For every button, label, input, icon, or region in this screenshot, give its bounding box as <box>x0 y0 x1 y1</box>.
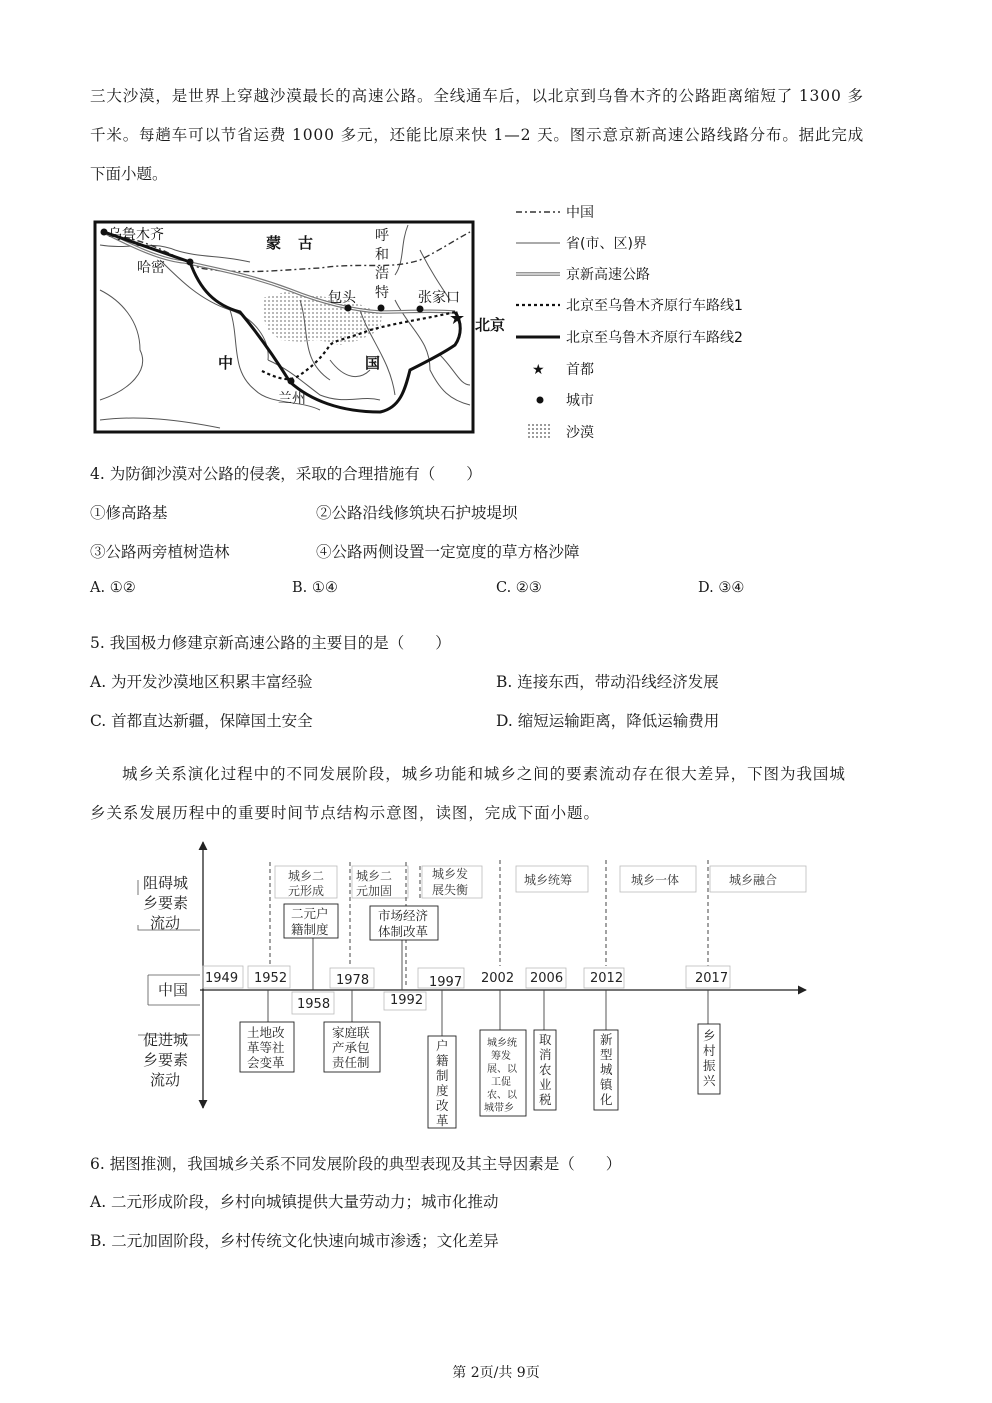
stage-3a: 城乡发 <box>432 867 469 881</box>
label-hohhot-1: 呼 <box>375 228 389 244</box>
q5-option-b[interactable]: B. 连接东西，带动沿线经济发展 <box>496 673 719 691</box>
q5-stem: 5. 我国极力修建京新高速公路的主要目的是（ ） <box>90 634 451 652</box>
intro2-line-2: 乡关系发展历程中的重要时间节点结构示意图，读图，完成下面小题。 <box>90 804 600 822</box>
event-tax-5: 税 <box>539 1092 552 1107</box>
legend-highway: 京新高速公路 <box>566 267 650 283</box>
q5-option-c[interactable]: C. 首都直达新疆，保障国土安全 <box>90 712 313 730</box>
legend-route1: 北京至乌鲁木齐原行车路线1 <box>566 298 743 314</box>
year-2006: 2006 <box>530 971 564 986</box>
q6-option-a[interactable]: A. 二元形成阶段，乡村向城镇提供大量劳动力；城市化推动 <box>90 1193 499 1211</box>
event-revitalization-1: 乡 <box>703 1028 716 1043</box>
q4-item-3: ③公路两旁植树造林 <box>90 543 230 561</box>
legend-desert-icon <box>526 424 552 438</box>
intro-line-1: 三大沙漠，是世界上穿越沙漠最长的高速公路。全线通车后，以北京到乌鲁木齐的公路距离缩短了 1300 多 <box>90 87 864 105</box>
route-map <box>0 0 992 450</box>
stage-4: 城乡统筹 <box>524 873 573 887</box>
year-1997: 1997 <box>429 975 463 990</box>
event-revitalization-4: 兴 <box>703 1073 716 1088</box>
label-guo: 国 <box>365 354 381 372</box>
q4-option-b[interactable]: B. ①④ <box>292 580 338 596</box>
event-tax-2: 消 <box>539 1047 552 1062</box>
q4-option-c[interactable]: C. ②③ <box>496 580 542 596</box>
event-tax-1: 取 <box>539 1032 552 1047</box>
label-hohhot-3: 浩 <box>375 266 389 282</box>
event-household-2: 产承包 <box>332 1040 370 1055</box>
urban-rural-timeline <box>0 830 992 1130</box>
q5-option-d[interactable]: D. 缩短运输距离，降低运输费用 <box>496 712 720 730</box>
label-lanzhou: 兰州 <box>278 391 306 407</box>
event-urbanization-5: 化 <box>600 1092 613 1107</box>
stage-1b: 元形成 <box>288 884 325 898</box>
event-urbanization-1: 新 <box>600 1032 613 1047</box>
left-bottom-2: 乡要素 <box>143 1051 189 1069</box>
year-1958: 1958 <box>297 997 331 1012</box>
event-tax-4: 业 <box>539 1077 552 1092</box>
event-coordinate-4: 工促 <box>491 1077 511 1088</box>
event-hukou-reform-4: 度 <box>436 1083 449 1098</box>
page-footer: 第 2页/共 9页 <box>452 1365 540 1381</box>
q4-item-4: ④公路两侧设置一定宽度的草方格沙障 <box>316 543 580 561</box>
legend-dot-icon <box>537 397 544 404</box>
event-tax-3: 农 <box>539 1062 552 1077</box>
label-hohhot-2: 和 <box>375 247 389 263</box>
intro2-line-1: 城乡关系演化过程中的不同发展阶段，城乡功能和城乡之间的要素流动存在很大差异，下图为我国城 <box>122 765 846 783</box>
label-baotou: 包头 <box>328 290 356 306</box>
year-1949: 1949 <box>205 971 239 986</box>
legend-capital: 首都 <box>566 362 594 378</box>
event-hukou-reform-2: 籍 <box>436 1053 449 1068</box>
event-hukou-reform-6: 革 <box>436 1113 449 1128</box>
city-hami-marker <box>187 259 194 266</box>
left-bottom-3: 流动 <box>150 1071 181 1089</box>
city-lanzhou-marker <box>288 378 295 385</box>
label-zhangjiakou: 张家口 <box>418 290 460 306</box>
left-top-1: 阻碍城 <box>143 874 189 892</box>
q5-option-a[interactable]: A. 为开发沙漠地区积累丰富经验 <box>90 673 313 691</box>
year-2002: 2002 <box>481 971 515 986</box>
stage-1a: 城乡二 <box>288 869 325 883</box>
label-hohhot-4: 特 <box>375 285 389 301</box>
q4-option-d[interactable]: D. ③④ <box>698 580 745 596</box>
event-land-3: 会变革 <box>247 1055 285 1070</box>
capital-star-icon: ★ <box>449 308 466 329</box>
q4-item-1: ①修高路基 <box>90 504 168 522</box>
event-revitalization-2: 村 <box>703 1043 716 1058</box>
event-hukou-reform-5: 改 <box>436 1098 449 1113</box>
city-wulumuqi-marker <box>101 229 108 236</box>
left-top-3: 流动 <box>150 914 181 932</box>
q4-item-2: ②公路沿线修筑块石护坡堤坝 <box>316 504 518 522</box>
event-hukou-reform-1: 户 <box>436 1038 449 1053</box>
label-hami: 哈密 <box>137 260 165 276</box>
event-urbanization-4: 镇 <box>600 1077 613 1092</box>
event-market-2: 体制改革 <box>378 924 429 939</box>
intro-line-3: 下面小题。 <box>90 165 168 183</box>
left-mid: 中国 <box>158 981 189 999</box>
q4-option-a[interactable]: A. ①② <box>90 580 136 596</box>
year-1952: 1952 <box>254 971 288 986</box>
q6-stem: 6. 据图推测，我国城乡关系不同发展阶段的典型表现及其主导因素是（ ） <box>90 1155 622 1173</box>
map-legend <box>516 204 743 441</box>
legend-city: 城市 <box>566 393 594 409</box>
legend-province: 省(市、区)界 <box>566 236 647 252</box>
year-2017: 2017 <box>695 971 729 986</box>
stage-5: 城乡一体 <box>631 873 680 887</box>
event-urbanization-3: 城 <box>600 1062 613 1077</box>
legend-route2: 北京至乌鲁木齐原行车路线2 <box>566 330 743 346</box>
year-1992: 1992 <box>390 993 424 1008</box>
left-bottom-1: 促进城 <box>143 1031 189 1049</box>
event-urbanization-2: 型 <box>600 1047 613 1062</box>
legend-desert: 沙漠 <box>566 425 594 441</box>
event-hukou-2: 籍制度 <box>291 922 329 937</box>
legend-star-icon: ★ <box>532 362 545 378</box>
event-coordinate-5: 农、以 <box>487 1090 517 1101</box>
stage-6: 城乡融合 <box>729 873 778 887</box>
stage-2b: 元加固 <box>356 884 393 898</box>
stage-2a: 城乡二 <box>356 869 393 883</box>
event-market-1: 市场经济 <box>378 908 429 923</box>
intro-line-2: 千米。每趟车可以节省运费 1000 多元，还能比原来快 1—2 天。图示意京新高速公路线路分布。据此完成 <box>90 126 865 144</box>
legend-china: 中国 <box>566 205 594 221</box>
event-hukou-reform-3: 制 <box>436 1068 449 1083</box>
event-household-1: 家庭联 <box>332 1025 370 1040</box>
event-household-3: 责任制 <box>332 1055 370 1070</box>
event-land-1: 土地改 <box>247 1025 285 1040</box>
q4-stem: 4. 为防御沙漠对公路的侵袭，采取的合理措施有（ ） <box>90 465 482 483</box>
event-coordinate-2: 筹发 <box>491 1051 511 1062</box>
city-hohhot-marker <box>378 305 385 312</box>
label-zhong: 中 <box>218 354 234 372</box>
year-2012: 2012 <box>590 971 624 986</box>
label-beijing: 北京 <box>475 316 506 334</box>
label-wulumuqi: 乌鲁木齐 <box>108 227 164 243</box>
city-zhangjiakou-marker <box>417 306 424 313</box>
left-top-2: 乡要素 <box>143 894 189 912</box>
event-coordinate-3: 展、以 <box>487 1064 517 1075</box>
stage-3b: 展失衡 <box>432 883 469 897</box>
q6-option-b[interactable]: B. 二元加固阶段，乡村传统文化快速向城市渗透；文化差异 <box>90 1232 499 1250</box>
event-coordinate-1: 城乡统 <box>487 1038 517 1049</box>
event-coordinate-6: 城带乡 <box>484 1103 514 1114</box>
event-hukou-1: 二元户 <box>291 906 329 921</box>
event-land-2: 革等社 <box>247 1040 285 1055</box>
year-1978: 1978 <box>336 973 370 988</box>
event-revitalization-3: 振 <box>703 1058 716 1073</box>
label-menggu-2: 古 <box>298 234 314 252</box>
label-menggu-1: 蒙 <box>266 234 282 252</box>
